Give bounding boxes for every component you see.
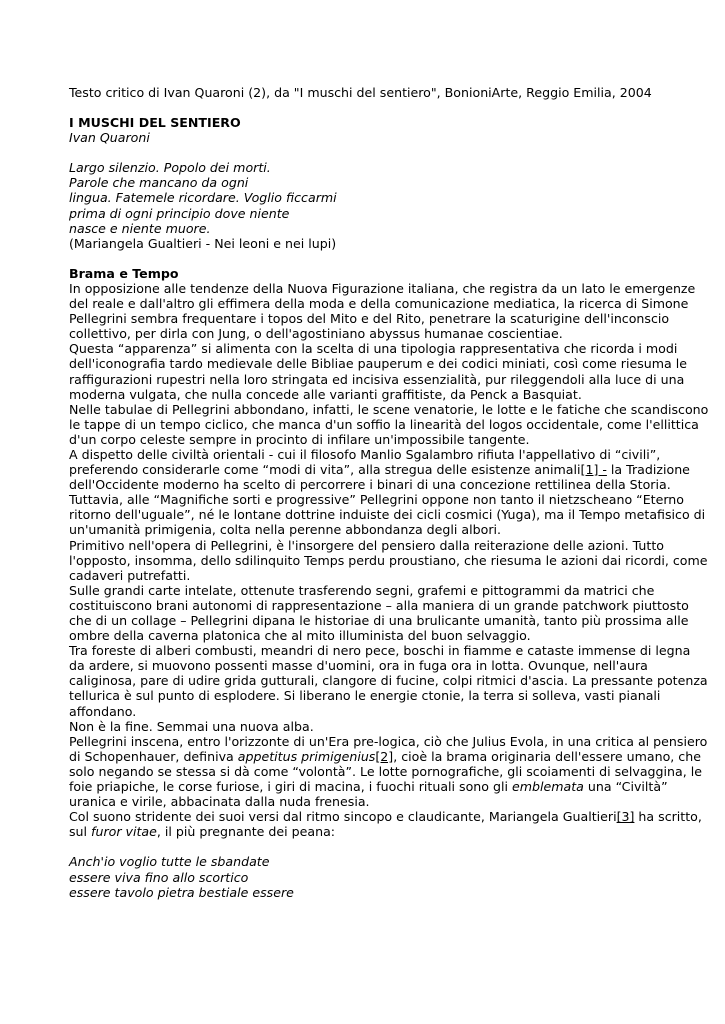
poem-line: Anch'io voglio tutte le sbandate bbox=[69, 854, 270, 870]
poem-line: essere viva fino allo scortico bbox=[69, 869, 249, 885]
paragraph-text: una “Civiltà” uranica e virile, abbacinata dalla nuda frenesia. bbox=[69, 779, 668, 810]
epigraph-line: prima di ogni principio dove niente bbox=[69, 205, 290, 221]
paragraph: Tuttavia, alle “Magnifiche sorti e progressive” Pellegrini oppone non tanto il nietzscheano “Eterno ritorno dell'uguale”, né le lontane dottrine induiste dei cicli cosmici (Yuga), ma il Tempo metafisico di un'umanità primigenia, colta nella perenne abbondanza degli albori. bbox=[69, 492, 706, 538]
paragraph-text: ha scritto, sul bbox=[69, 809, 702, 840]
paragraph: Sulle grandi carte intelate, ottenute trasferendo segni, grafemi e pittogrammi da matrici che costituiscono brani autonomi di rappresentazione – alla maniera di un grande patchwork piuttosto che di un collage – Pellegrini dipana le historiae di una brulicante umanità, tanto più prossima alle ombre della caverna platonica che al mito illuminista del buon selvaggio. bbox=[69, 582, 689, 644]
document-page bbox=[69, 85, 709, 900]
footnote-link-1[interactable]: [1] - bbox=[580, 462, 607, 478]
epigraph bbox=[69, 160, 709, 251]
source-line: Testo critico di Ivan Quaroni (2), da "I muschi del sentiero", BonioniArte, Reggio Emilia, 2004 bbox=[69, 85, 652, 100]
paragraph: Tra foreste di alberi combusti, meandri di nero pece, boschi in fiamme e cataste immense di legna da ardere, si muovono possenti masse d'uomini, ora in fuga ora in lotta. Ovunque, nell'aura caliginosa, pare di udire grida gutturali, clangore di fucine, colpi ritmici d'ascia. La pressante potenza tellurica è sul punto di esplodere. Si liberano le energie ctonie, la terra si solleva, vasti pianali affondano. bbox=[69, 643, 708, 719]
paragraph-text: la Tradizione dell'Occidente moderno ha scelto di percorrere i binari di una concezione rettilinea della Storia. bbox=[69, 462, 690, 493]
article-author: Ivan Quaroni bbox=[69, 130, 150, 146]
section-heading: Brama e Tempo bbox=[69, 265, 179, 281]
footnote-link-3[interactable]: [3] bbox=[616, 809, 635, 825]
footnote-link-2[interactable]: [2] bbox=[375, 748, 394, 764]
poem bbox=[69, 854, 709, 899]
paragraph: In opposizione alle tendenze della Nuova Figurazione italiana, che registra da un lato le emergenze del reale e dall'altro gli effimera della moda e della comunicazione mediatica, la ricerca di Simone Pellegrini sembra frequentare i topos del Mito e del Rito, penetrare la scaturigine dell'inconscio collettivo, per dirla con Jung, o dell'agostiniano abyssus humanae coscientiae. bbox=[69, 280, 696, 342]
paragraph-text: Col suono stridente dei suoi versi dal ritmo sincopo e claudicante, Mariangela Gualtieri bbox=[69, 809, 617, 825]
paragraph-text: Pellegrini inscena, entro l'orizzonte di un'Era pre-logica, ciò che Julius Evola, in una critica al pensiero di Schopenhauer, definiva bbox=[69, 733, 708, 764]
epigraph-line: Largo silenzio. Popolo dei morti. bbox=[69, 160, 271, 176]
epigraph-line: nasce e niente muore. bbox=[69, 220, 211, 236]
latin-term: emblemata bbox=[512, 779, 584, 795]
paragraph bbox=[69, 447, 709, 492]
epigraph-line: Parole che mancano da ogni bbox=[69, 175, 249, 191]
latin-term: appetitus primigenius bbox=[237, 748, 376, 764]
epigraph-line: lingua. Fatemele ricordare. Voglio ficcarmi bbox=[69, 190, 337, 206]
paragraph: Nelle tabulae di Pellegrini abbondano, infatti, le scene venatorie, le lotte e le fatiche che scandiscono le tappe di un tempo ciclico, che manca d'un soffio la linearità del logos occidentale, come l'ellittica d'un corpo celeste sempre in procinto di infilare un'impossibile tangente. bbox=[69, 401, 709, 447]
paragraph: Questa “apparenza” si alimenta con la scelta di una tipologia rappresentativa che ricorda i modi dell'iconografia tardo medievale delle Bibliae pauperum e dei codici miniati, così come riesuma le raffigurazioni rupestri nella loro stringata ed incisiva essenzialità, pur rileggendoli alla luce di una moderna vulgata, che nulla concede alle varianti graffitiste, da Penck a Basquiat. bbox=[69, 341, 688, 402]
paragraph bbox=[69, 809, 709, 839]
epigraph-attribution: (Mariangela Gualtieri - Nei leoni e nei lupi) bbox=[69, 235, 337, 251]
article-title: I MUSCHI DEL SENTIERO bbox=[69, 115, 241, 131]
latin-term: furor vitae bbox=[91, 824, 157, 840]
paragraph-text: , il più pregnante dei peana: bbox=[156, 824, 336, 840]
paragraph bbox=[69, 734, 709, 809]
paragraph: Non è la fine. Semmai una nuova alba. bbox=[69, 718, 314, 734]
paragraph: Primitivo nell'opera di Pellegrini, è l'insorgere del pensiero dalla reiterazione delle azioni. Tutto l'opposto, insomma, dello sdilinquito Temps perdu proustiano, che riesuma le azioni dai ricordi, come cadaveri putrefatti. bbox=[69, 537, 708, 583]
paragraph-text: , cioè la brama originaria dell'essere umano, che solo negando se stessa si dà come “volontà”. Le lotte pornografiche, gli scoiamenti di selvaggina, le foie priapiche, le corse furiose, i giri di macina, i fuochi rituali sono gli bbox=[69, 748, 702, 795]
poem-line: essere tavolo pietra bestiale essere bbox=[69, 884, 294, 900]
paragraph-text: A dispetto delle civiltà orientali - cui il filosofo Manlio Sgalambro rifiuta l'appellativo di “civili”, preferendo considerarle come “modi di vita”, alla stregua delle esistenze animali bbox=[69, 446, 661, 478]
